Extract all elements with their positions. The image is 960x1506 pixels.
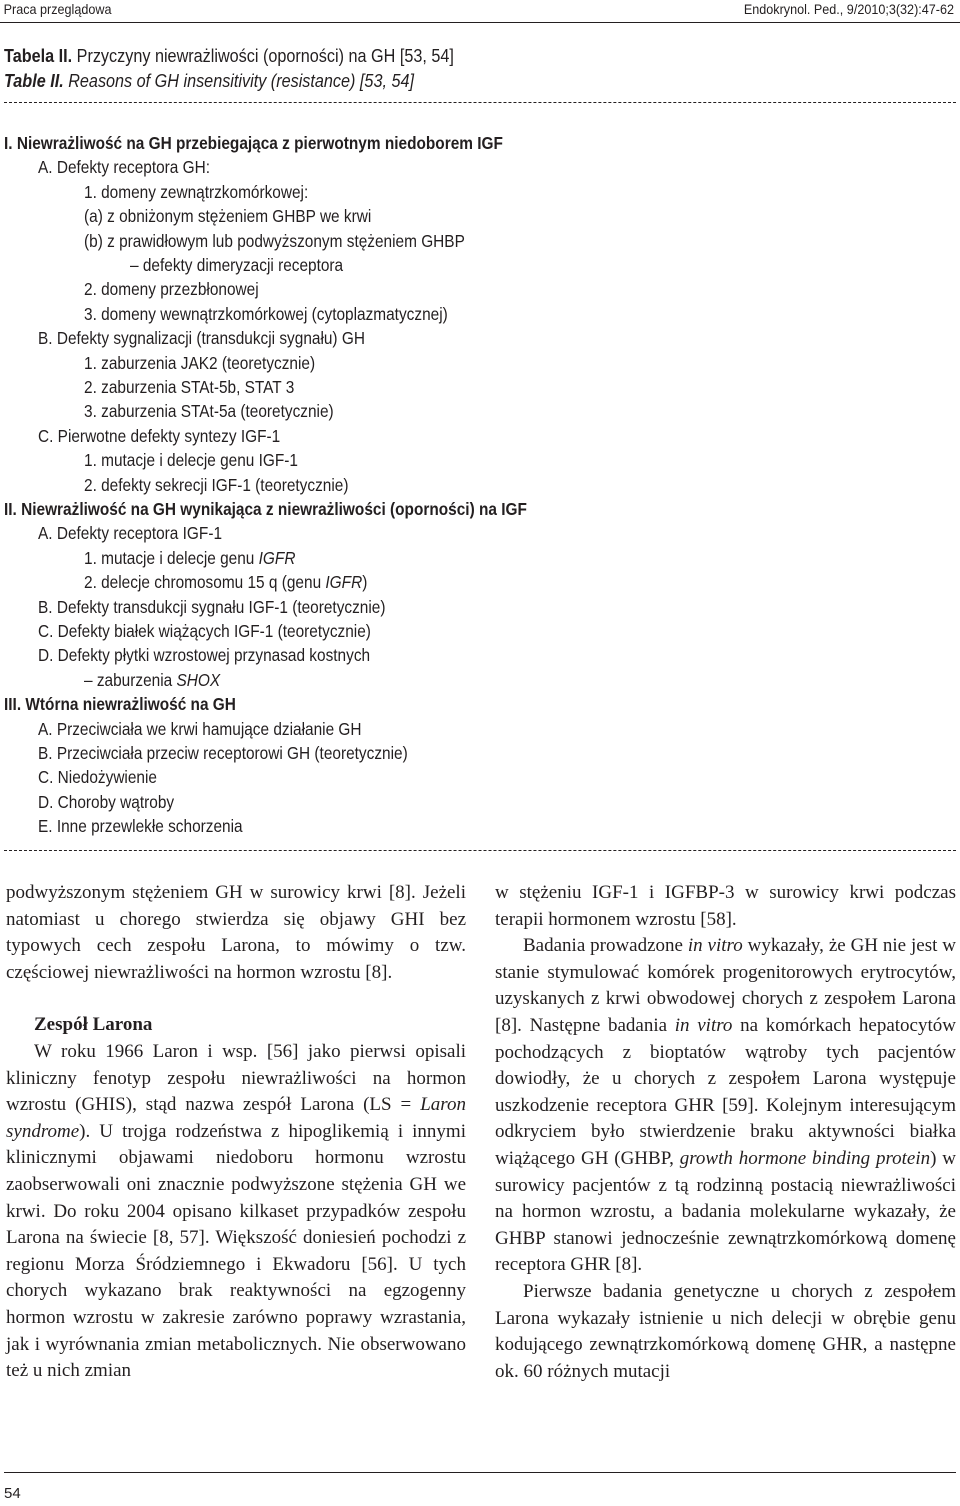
table-row: 1. domeny zewnątrzkomórkowej: <box>84 181 309 202</box>
table-row: B. Defekty transdukcji sygnału IGF-1 (teoretycznie) <box>38 596 386 617</box>
footer-rule <box>4 1472 956 1473</box>
table-row: A. Przeciwciała we krwi hamujące działanie GH <box>38 718 362 739</box>
table-row: 2. delecje chromosomu 15 q (genu IGFR) <box>84 572 368 593</box>
table-row: B. Defekty sygnalizacji (transdukcji sygnału) GH <box>38 328 365 349</box>
table-caption <box>4 44 454 94</box>
table-row: B. Przeciwciała przeciw receptorowi GH (teoretycznie) <box>38 743 408 763</box>
table-row: 2. zaburzenia STAt-5b, STAT 3 <box>84 377 295 397</box>
table-row: C. Niedożywienie <box>38 767 157 788</box>
table-row: 2. defekty sekrecji IGF-1 (teoretycznie) <box>84 474 349 495</box>
table-row: 3. domeny wewnątrzkomórkowej (cytoplazmatycznej) <box>84 303 448 324</box>
header-rule <box>0 22 960 23</box>
paragraph: Badania prowadzone in vitro wykazały, że GH nie jest w stanie stymulować komórek progenitorowych erytrocytów, uzyskanych z krwi obwodowej chorych z zespołem Larona [8]. Następne badania in vitro na komórkach hepatocytów pochodzących z bioptatów wątroby tych pacjentów dowiodły, że u chorych z zespołem Larona występuje uszkodzenie receptora GHR [59]. Kolejnym interesującym odkryciem było stwierdzenie braku aktywności białka wiążącego GH (GHBP, growth hormone binding protein) w surowicy pacjentów z tą rodzinną postacią niewrażliwości na hormon wzrostu, a badania molekularne wykazały, że GHBP stanowi jednocześnie zewnątrzkomórkową domenę receptora GHR [8]. <box>495 935 956 1276</box>
table-section-heading: I. Niewrażliwość na GH przebiegająca z pierwotnym niedoborem IGF <box>4 133 503 153</box>
paragraph: W roku 1966 Laron i wsp. [56] jako pierwsi opisali kliniczny fenotyp zespołu niewrażliwości na hormon wzrostu (GHIS), stąd nazwa zespół Larona (LS = Laron syndrome). U trojga rodzeństwa z hipoglikemią i innymi klinicznymi objawami niedoboru hormonu wzrostu zaobserwowali oni znacznie podwyższone stężenia GH we krwi. Do roku 2004 opisano kilkaset przypadków zespołu Larona na świecie [8, 57]. Większość doniesień pochodzi z regionu Morza Śródziemnego i Ekwadoru [56]. U tych chorych wykazano brak reaktywności na egzogenny hormon wzrostu w zakresie zarówno poprawy wzrastania, jak i wyrównania zmian metabolicznych. Nie obserwowano też u nich zmian <box>6 1040 466 1382</box>
header-section-label: Praca przeglądowa <box>3 1 112 17</box>
paragraph: Pierwsze badania genetyczne u chorych z zespołem Larona wykazały istnienie u nich delecji w obrębie genu kodującego zewnątrzkomórkową domenę GHR, a następne ok. 60 różnych mutacji <box>495 1280 956 1382</box>
table-bottom-rule <box>4 850 956 851</box>
body-column-left <box>6 880 466 1385</box>
table-row: 1. zaburzenia JAK2 (teoretycznie) <box>84 352 316 373</box>
table-row: – defekty dimeryzacji receptora <box>130 255 344 275</box>
body-column-right <box>495 880 956 1385</box>
table-caption-en: Table II. Reasons of GH insensitivity (resistance) [53, 54] <box>4 71 414 91</box>
table-row: (b) z prawidłowym lub podwyższonym stężeniem GHBP <box>84 230 465 251</box>
header-journal-citation: Endokrynol. Ped., 9/2010;3(32):47-62 <box>743 1 954 17</box>
paragraph: podwyższonym stężeniem GH w surowicy krwi [8]. Jeżeli natomiast u chorego stwierdza się objawy GHI bez typowych cech zespołu Larona, to mówimy o tzw. częściowej niewrażliwości na hormon wzrostu [8]. <box>6 882 466 983</box>
table-row: 3. zaburzenia STAt-5a (teoretycznie) <box>84 401 334 422</box>
table-row: D. Defekty płytki wzrostowej przynasad kostnych <box>38 645 371 666</box>
table-row: (a) z obniżonym stężeniem GHBP we krwi <box>84 206 372 227</box>
table-row: A. Defekty receptora GH: <box>38 157 211 178</box>
table-row: D. Choroby wątroby <box>38 791 175 812</box>
table-top-rule <box>4 102 956 103</box>
table-row: 2. domeny przezbłonowej <box>84 279 259 300</box>
table-section-heading: II. Niewrażliwość na GH wynikająca z niewrażliwości (oporności) na IGF <box>4 499 527 519</box>
table-row: E. Inne przewlekłe schorzenia <box>38 816 243 837</box>
table-row: C. Pierwotne defekty syntezy IGF-1 <box>38 425 281 446</box>
running-header <box>0 0 954 22</box>
table-row: 1. mutacje i delecje genu IGFR <box>84 547 296 568</box>
page-number: 54 <box>4 1485 21 1502</box>
table-section-heading: III. Wtórna niewrażliwość na GH <box>4 694 236 715</box>
table-row: 1. mutacje i delecje genu IGF-1 <box>84 450 299 471</box>
table-row: A. Defekty receptora IGF-1 <box>38 523 223 544</box>
table-row: C. Defekty białek wiążących IGF-1 (teoretycznie) <box>38 621 371 641</box>
paragraph: w stężeniu IGF-1 i IGFBP-3 w surowicy krwi podczas terapii hormonem wzrostu [58]. <box>495 882 956 930</box>
table-row: – zaburzenia SHOX <box>84 669 221 690</box>
section-heading: Zespół Larona <box>34 1014 153 1036</box>
table-caption-pl: Tabela II. Przyczyny niewrażliwości (oporności) na GH [53, 54] <box>4 46 454 66</box>
